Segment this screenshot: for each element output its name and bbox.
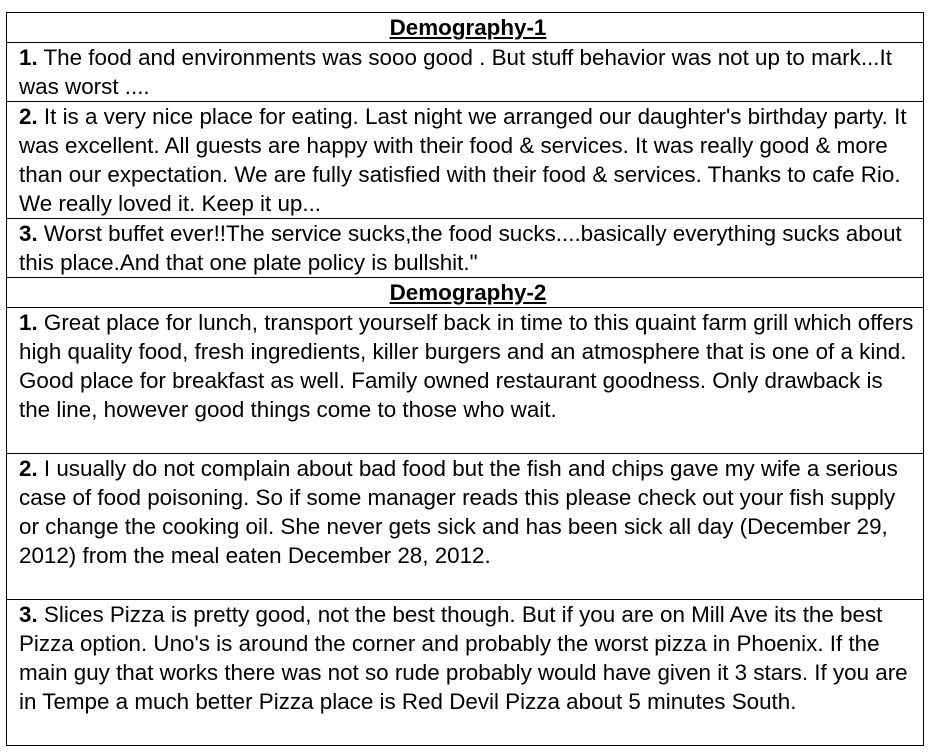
review-cell [7, 102, 924, 219]
review-cell [7, 219, 924, 278]
section-header-row [7, 278, 924, 308]
review-row [7, 308, 924, 454]
review-number: 1. [19, 45, 38, 70]
review-cell [7, 454, 924, 600]
review-cell [7, 43, 924, 102]
section-header-row [7, 13, 924, 43]
review-row [7, 102, 924, 219]
review-cell [7, 308, 924, 454]
review-text: I usually do not complain about bad food but the fish and chips gave my wife a serious case of food poisoning. So if some manager reads this please check out your fish supply or change the cooking oil. She never gets sick and has been sick all day (December 29, 2012) from the meal eaten December 28, 2012. [19, 456, 898, 568]
review-number: 2. [19, 456, 38, 481]
review-text: It is a very nice place for eating. Last night we arranged our daughter's birthday party. It was excellent. All guests are happy with their food & services. It was really good & more than our expectation. We are fully satisfied with their food & services. Thanks to cafe Rio. We really loved it. Keep it up... [19, 104, 907, 216]
review-text: Slices Pizza is pretty good, not the best though. But if you are on Mill Ave its the best Pizza option. Uno's is around the corner and probably the worst pizza in Phoenix. If the main guy that works there was not so rude probably would have given it 3 stars. If you are in Tempe a much better Pizza place is Red Devil Pizza about 5 minutes South. [19, 602, 908, 714]
review-number: 2. [19, 104, 38, 129]
review-number: 1. [19, 310, 38, 335]
review-row [7, 43, 924, 102]
review-cell [7, 600, 924, 746]
section-title-demography-2: Demography-2 [7, 278, 924, 308]
review-text: Worst buffet ever!!The service sucks,the food sucks....basically everything sucks about this place.And that one plate policy is bullshit." [19, 221, 902, 275]
reviews-table [6, 12, 924, 746]
review-row [7, 219, 924, 278]
review-number: 3. [19, 221, 38, 246]
section-title-demography-1: Demography-1 [7, 13, 924, 43]
review-row [7, 454, 924, 600]
review-text: The food and environments was sooo good . But stuff behavior was not up to mark...It was worst .... [19, 45, 892, 99]
review-text: Great place for lunch, transport yourself back in time to this quaint farm grill which offers high quality food, fresh ingredients, killer burgers and an atmosphere that is one of a kind. Good place for breakfast as well. Family owned restaurant goodness. Only drawback is the line, however good things come to those who wait. [19, 310, 914, 422]
review-row [7, 600, 924, 746]
review-number: 3. [19, 602, 38, 627]
